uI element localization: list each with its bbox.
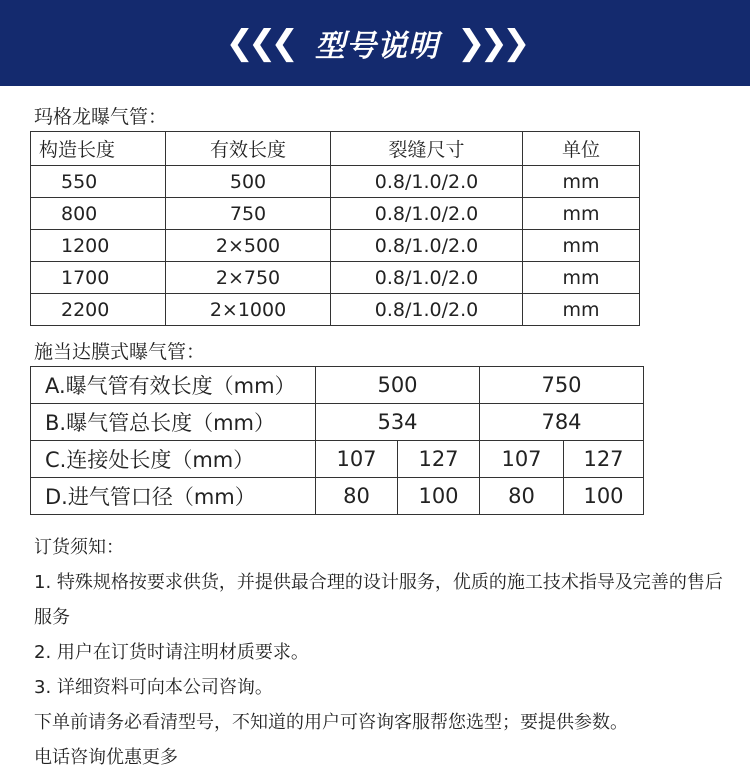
table-cell: 127 [564,441,644,478]
table-row [31,166,640,198]
magelong-spec-table [30,131,640,326]
table-cell: 1700 [31,262,166,294]
table-cell: 107 [480,441,564,478]
table-row [31,198,640,230]
header-cell: 构造长度 [31,132,166,166]
table-cell: 2200 [31,294,166,326]
table-cell: 1200 [31,230,166,262]
table-cell: mm [523,230,640,262]
table-cell: 2×500 [166,230,331,262]
header-cell: 有效长度 [166,132,331,166]
note-line: 电话咨询优惠更多 [34,747,178,768]
table-cell: 750 [166,198,331,230]
table-cell: 80 [480,478,564,515]
table-cell: 127 [398,441,480,478]
header-banner [0,0,750,86]
table-cell: 0.8/1.0/2.0 [331,294,523,326]
table-cell: mm [523,166,640,198]
table-row [31,367,644,404]
note-line: 下单前请务必看清型号，不知道的用户可咨询客服帮您选型；要提供参数。 [34,712,628,733]
table-cell: 0.8/1.0/2.0 [331,262,523,294]
header-cell: 单位 [523,132,640,166]
section2-label: 施当达膜式曝气管： [34,341,206,363]
table-row [31,230,640,262]
table-cell: 500 [166,166,331,198]
table-cell: 784 [480,404,644,441]
table-cell: 0.8/1.0/2.0 [331,198,523,230]
banner-title: 型号说明 [315,29,439,64]
row-label: A.曝气管有效长度（mm） [31,367,316,404]
table-cell: 100 [564,478,644,515]
table-cell: 2×1000 [166,294,331,326]
table-cell: mm [523,294,640,326]
table-cell: 750 [480,367,644,404]
membrane-spec-table [30,366,644,515]
table-cell: 2×750 [166,262,331,294]
note-item: 1. 特殊规格按要求供货，并提供最合理的设计服务，优质的施工技术指导及完善的售后服务 [34,572,723,628]
row-label: C.连接处长度（mm） [31,441,316,478]
table-row [31,262,640,294]
table-cell: 800 [31,198,166,230]
table-cell: 500 [316,367,480,404]
order-notes [34,530,734,775]
table-cell: 0.8/1.0/2.0 [331,230,523,262]
table-cell: 534 [316,404,480,441]
table-row [31,404,644,441]
table-row [31,441,644,478]
row-label: B.曝气管总长度（mm） [31,404,316,441]
table-row [31,294,640,326]
note-item: 2. 用户在订货时请注明材质要求。 [34,642,309,663]
table-cell: 100 [398,478,480,515]
header-cell: 裂缝尺寸 [331,132,523,166]
chevron-left-icon: ❮❮❮ [225,23,293,63]
note-item: 3. 详细资料可向本公司咨询。 [34,677,273,698]
table-cell: 107 [316,441,398,478]
table-cell: 0.8/1.0/2.0 [331,166,523,198]
chevron-right-icon: ❯❯❯ [457,23,525,63]
section1-label: 玛格龙曝气管： [34,106,168,128]
table-cell: mm [523,262,640,294]
table-row [31,478,644,515]
table-cell: mm [523,198,640,230]
notes-heading: 订货须知： [34,537,124,558]
table-cell: 80 [316,478,398,515]
row-label: D.进气管口径（mm） [31,478,316,515]
table-header-row [31,132,640,166]
table-cell: 550 [31,166,166,198]
